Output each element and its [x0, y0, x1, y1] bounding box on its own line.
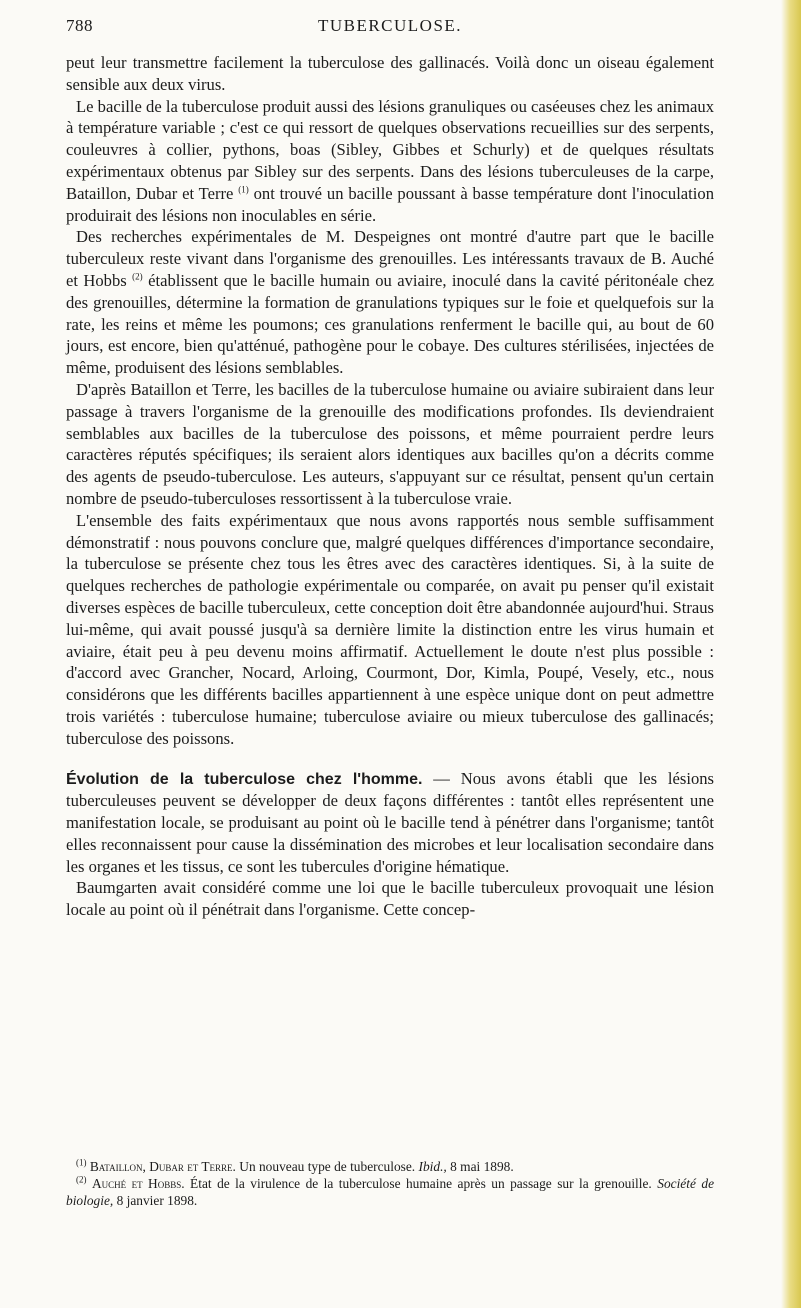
running-title: TUBERCULOSE.: [317, 16, 463, 35]
footnotes: [66, 1158, 714, 1209]
page-header: [66, 16, 714, 40]
paragraph-5: [66, 510, 714, 750]
footnote-2-text: État de la virulence de la tuberculose humaine après un passage sur la grenouille.: [184, 1176, 658, 1191]
footnote-1-authors: Bataillon, Dubar et Terre.: [89, 1159, 236, 1174]
paragraph-7: [66, 877, 714, 921]
footnote-1: [66, 1158, 714, 1175]
footnote-ref-1[interactable]: (1): [238, 184, 249, 195]
paragraph-6-text: — Nous avons établi que les lésions tuberculeuses peuvent se développer de deux façons différentes : tantôt elles représentent une manifestation locale, se produisant au point où le bacille tend à pénétrer dans l'organisme; tantôt elles reconnaissent pour cause la dissémination des microbes et leur localisation secondaire dans les organes et les tissus, ce sont les tubercules d'origine hématique.: [66, 768, 714, 876]
footnote-1-date: 8 mai 1898.: [446, 1159, 514, 1174]
paragraph-5-text: L'ensemble des faits expérimentaux que nous avons rapportés nous semble suffisamment démonstratif : nous pouvons conclure que, malgré quelques différences d'importance secondaire, la tuberculose se présente chez tous les êtres avec des caractères identiques. Si, à la suite de quelques recherches de pathologie expérimentale ou comparée, on avait pu penser qu'il existait diverses espèces de bacille tuberculeux, cette conception doit être abandonnée aujourd'hui. Straus lui-même, qui avait poussé jusqu'à sa dernière limite la distinction entre les virus humain et aviaire, était peu à peu devenu moins affirmatif. Actuellement le doute n'est plus possible : d'accord avec Grancher, Nocard, Arloing, Courmont, Dor, Kimla, Poupé, Vesely, etc., nous considérons que les différents bacilles appartiennent à une espèce unique dont on peut admettre trois variétés : tuberculose humaine; tuberculose aviaire ou mieux tuberculose des gallinacés; tuberculose des poissons.: [66, 510, 714, 748]
footnote-ref-2[interactable]: (2): [132, 271, 143, 282]
paragraph-1-text: peut leur transmettre facilement la tuberculose des gallinacés. Voilà donc un oiseau également sensible aux deux virus.: [66, 53, 714, 94]
section-title: Évolution de la tuberculose chez l'homme.: [66, 770, 423, 788]
paragraph-7-text: Baumgarten avait considéré comme une loi que le bacille tuberculeux provoquait une lésion locale au point où il pénétrait dans l'organisme. Cette concep-: [66, 878, 714, 920]
footnote-2-source: Société de biologie,: [66, 1176, 715, 1208]
paragraph-4-text: D'après Bataillon et Terre, les bacilles de la tuberculose humaine ou aviaire subiraient dans leur passage à travers l'organisme de la grenouille des modifications profondes. Ils deviendraient semblables aux bacilles de la tuberculose des poissons, et même pourraient perdre leurs caractères réputés spécifiques; ils seraient alors identiques aux bacilles qu'on a décrits comme des agents de pseudo-tuberculose. Les auteurs, s'appuyant sur ce résultat, pensent qu'un certain nombre de pseudo-tuberculoses ressortissent à la tuberculose vraie.: [66, 379, 714, 508]
page-edge-discoloration: [781, 0, 801, 1308]
paragraph-1: [66, 52, 714, 96]
paragraph-3-text-b: établissent que le bacille humain ou aviaire, inoculé dans la cavité péritonéale chez des grenouilles, détermine la formation de granulations typiques sur le foie et quelquefois sur la rate, les reins et même les poumons; ces granulations renferment le bacille qui, au bout de 60 jours, est encore, bien qu'atténué, pathogène pour le cobaye. Des cultures stérilisées, injectées de même, produisent des lésions semblables.: [66, 270, 715, 378]
paragraph-3-text-a: Des recherches expérimentales de M. Despeignes ont montré d'autre part que le bacille tuberculeux reste vivant dans l'organisme des grenouilles. Les intéressants travaux de B. Auché et Hobbs: [66, 227, 714, 290]
paragraph-2: [66, 96, 714, 227]
paragraph-3: [66, 226, 714, 379]
paragraph-4: [66, 379, 714, 510]
footnote-1-marker: (1): [76, 1157, 87, 1168]
page-number: 788: [66, 16, 93, 35]
footnote-1-text: Un nouveau type de tuberculose.: [235, 1159, 419, 1174]
paragraph-6: [66, 768, 714, 878]
footnote-2: [66, 1175, 714, 1209]
body-text: [66, 52, 714, 921]
footnote-1-source: Ibid.,: [418, 1159, 447, 1174]
footnote-2-marker: (2): [76, 1174, 87, 1185]
footnote-2-date: 8 janvier 1898.: [113, 1193, 198, 1208]
paragraph-2-text-b: ont trouvé un bacille poussant à basse température dont l'inoculation produirait des lésions non inoculables en série.: [66, 183, 714, 225]
footnote-2-authors: Auché et Hobbs.: [91, 1176, 185, 1191]
paragraph-2-text-a: Le bacille de la tuberculose produit aussi des lésions granuliques ou caséeuses chez les animaux à température variable ; c'est ce qui ressort de quelques observations recueillies sur des serpents, couleuvres à collier, pythons, boas (Sibley, Gibbes et Schurly) et de quelques résultats expérimentaux obtenus par Sibley sur des serpents. Dans des lésions tuberculeuses de la carpe, Bataillon, Dubar et Terre: [66, 96, 714, 203]
